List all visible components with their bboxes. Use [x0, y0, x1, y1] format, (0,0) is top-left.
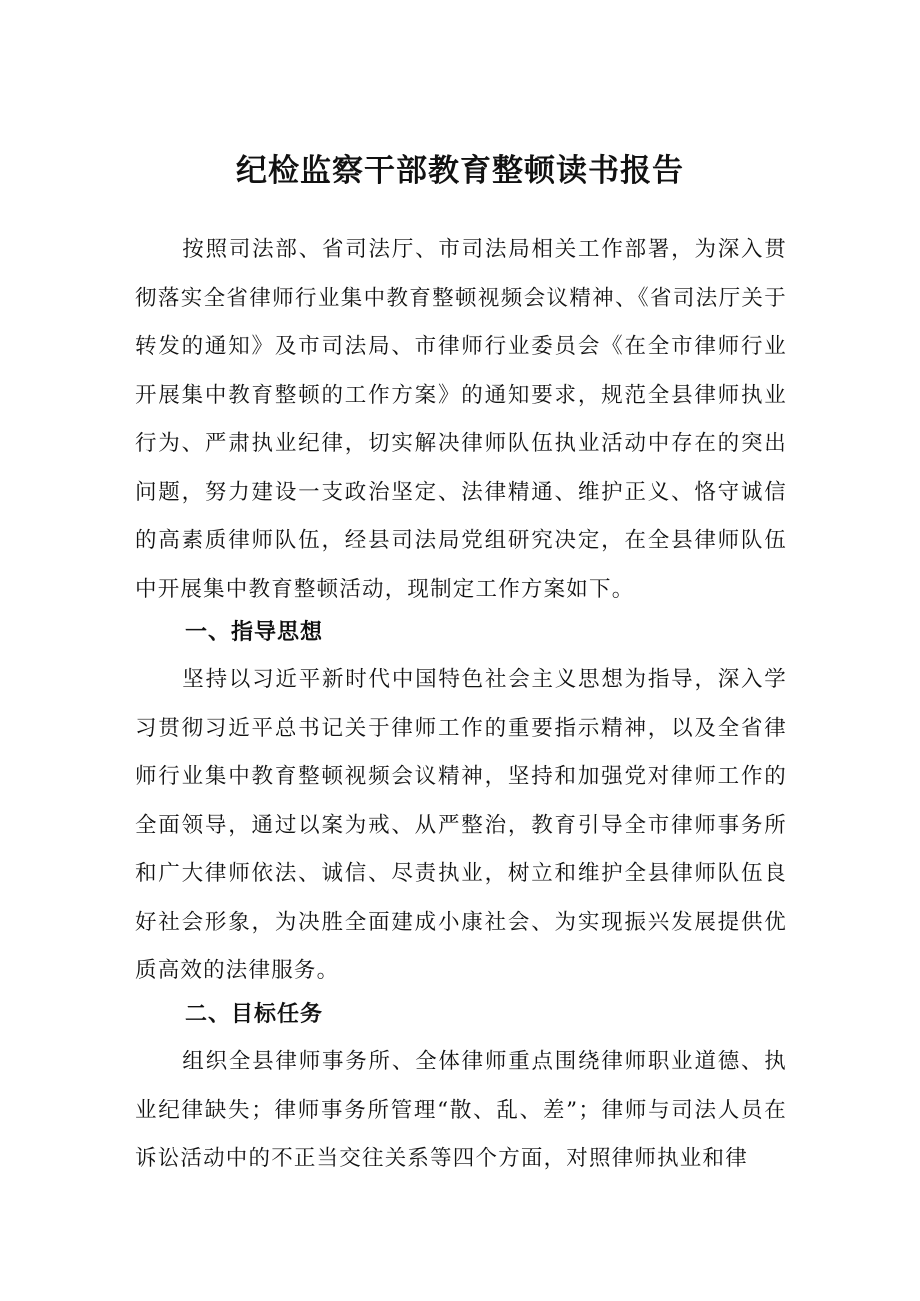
paragraph-objectives: 组织全县律师事务所、全体律师重点围绕律师职业道德、执业纪律缺失；律师事务所管理“散、乱、差”；律师与司法人员在诉讼活动中的不正当交往关系等四个方面，对照律师执业和律 [135, 1049, 787, 1171]
paragraph-introduction: 按照司法部、省司法厅、市司法局相关工作部署，为深入贯彻落实全省律师行业集中教育整顿视频会议精神、《省司法厅关于转发的通知》及市司法局、市律师行业委员会《在全市律师行业开展集中教育整顿的工作方案》的通知要求，规范全县律师执业行为、严肃执业纪律，切实解决律师队伍执业活动中存在的突出问题，努力建设一支政治坚定、法律精通、维护正义、恪守诚信的高素质律师队伍，经县司法局党组研究决定，在全县律师队伍中开展集中教育整顿活动，现制定工作方案如下。 [135, 237, 787, 602]
paragraph-guiding-ideology: 坚持以习近平新时代中国特色社会主义思想为指导，深入学习贯彻习近平总书记关于律师工作的重要指示精神，以及全省律师行业集中教育整顿视频会议精神，坚持和加强党对律师工作的全面领导，通过以案为戒、从严整治，教育引导全市律师事务所和广大律师依法、诚信、尽责执业，树立和维护全县律师队伍良好社会形象，为决胜全面建成小康社会、为实现振兴发展提供优质高效的法律服务。 [135, 667, 787, 983]
section-heading-guiding-ideology: 一、指导思想 [185, 620, 324, 645]
document-title: 纪检监察干部教育整顿读书报告 [236, 153, 684, 189]
section-heading-objectives: 二、目标任务 [185, 1002, 324, 1027]
